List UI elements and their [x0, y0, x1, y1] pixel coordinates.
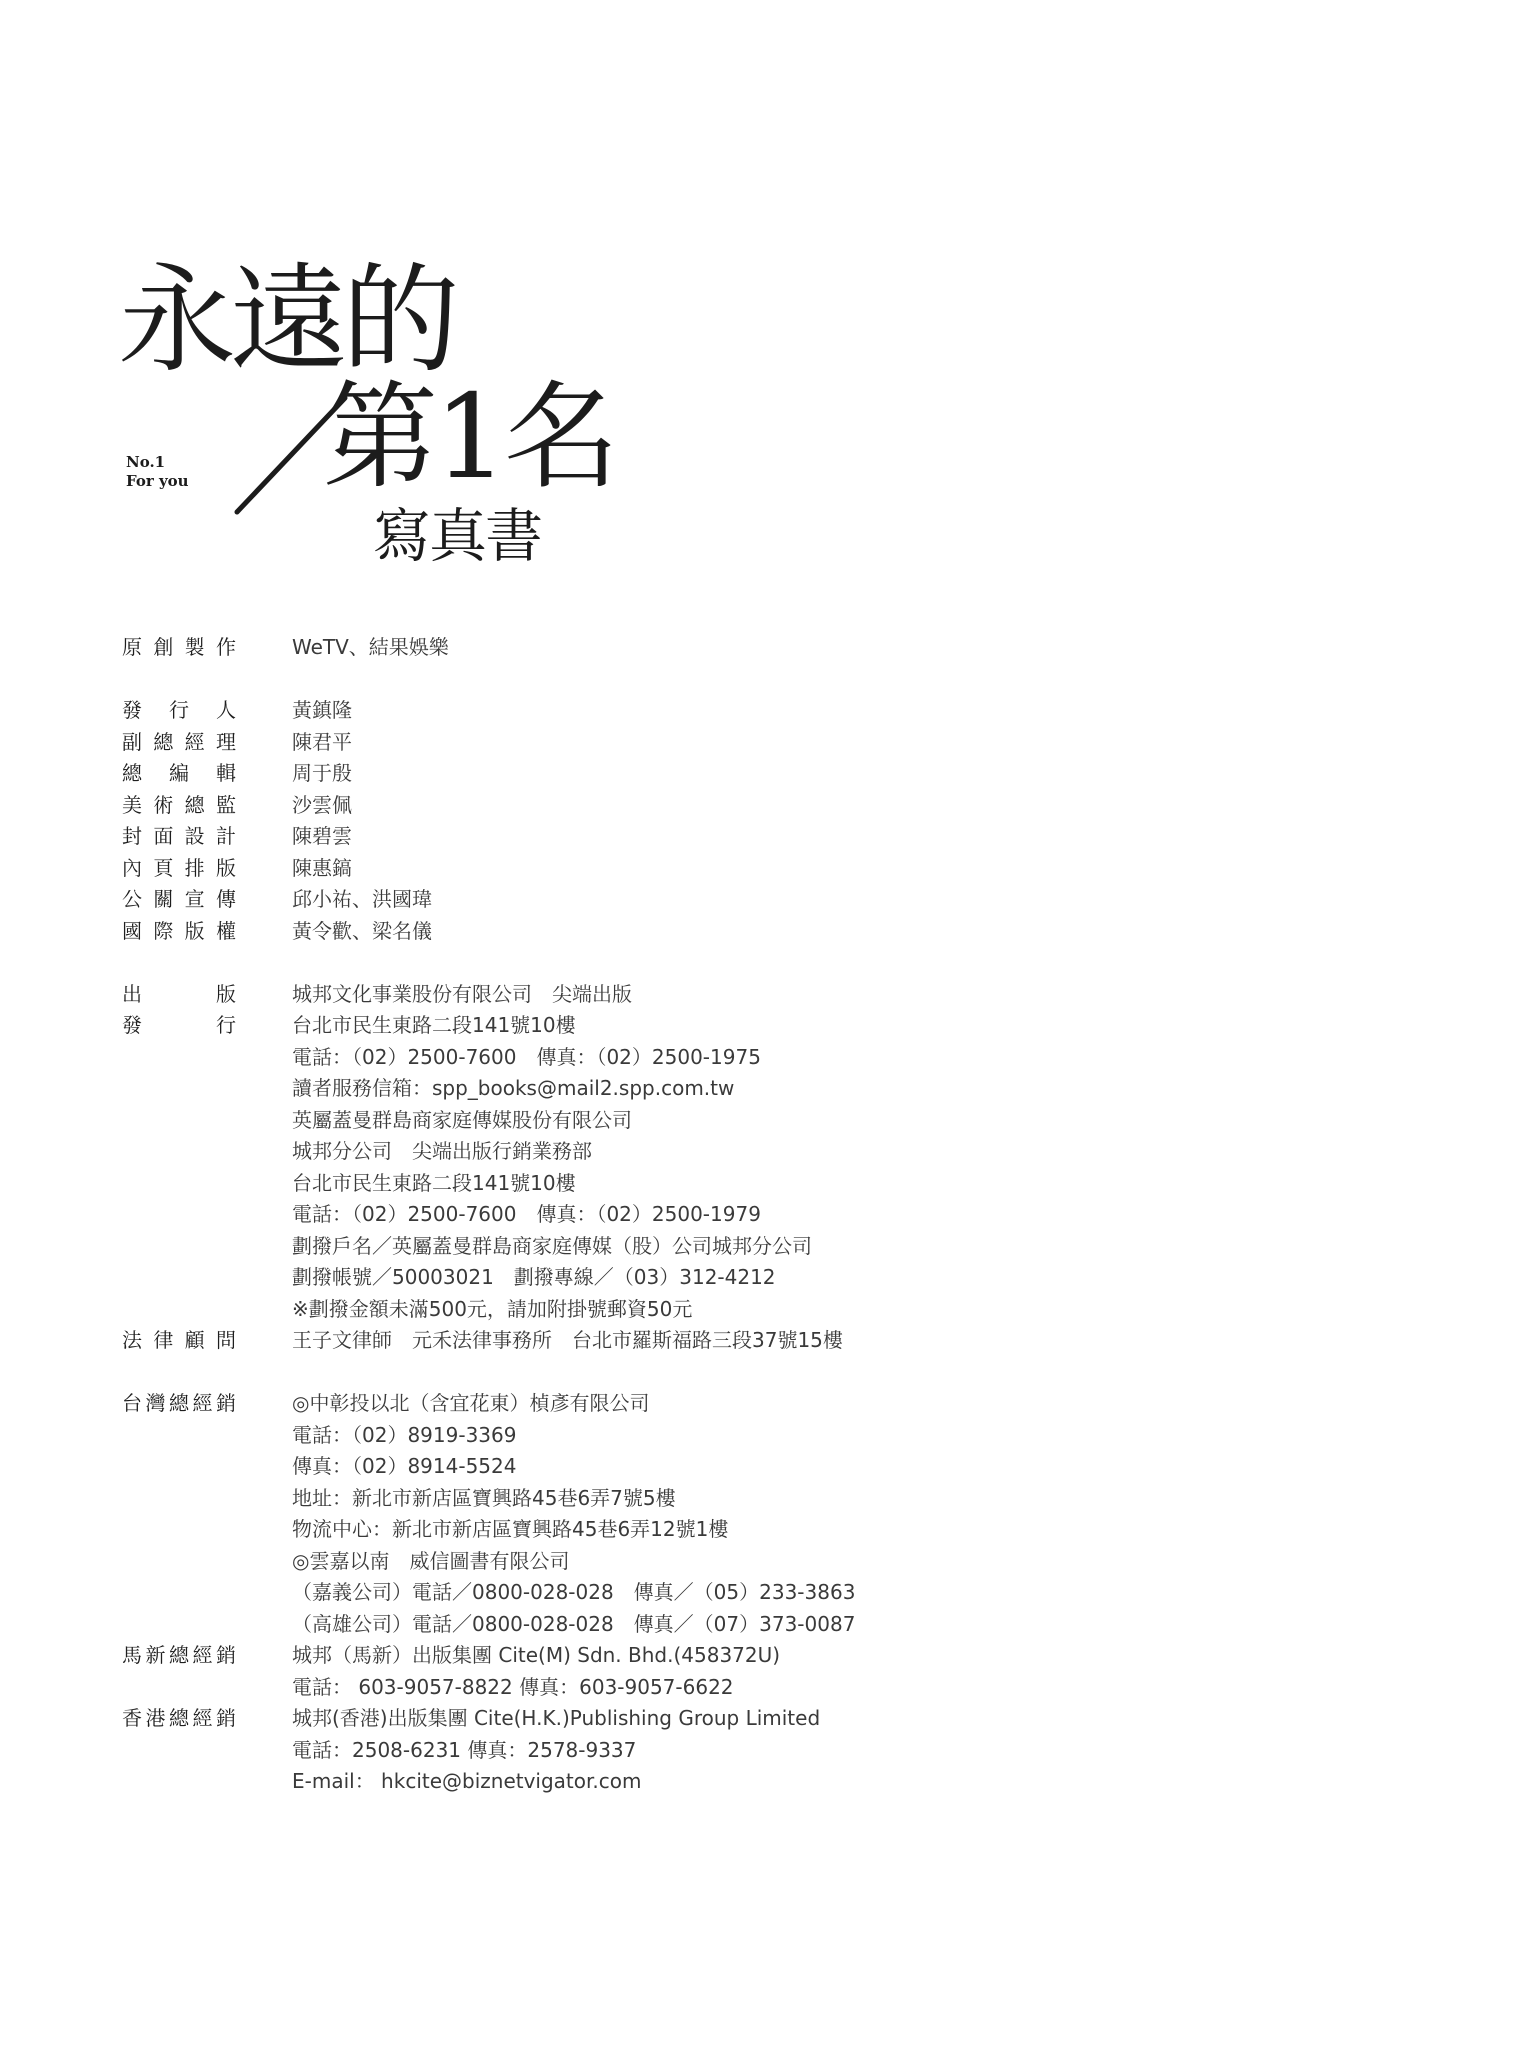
credit-row: [122, 1544, 1422, 1576]
credit-value: 讀者服務信箱：spp_books@mail2.spp.com.tw: [292, 1076, 735, 1101]
credit-label: 馬 新 總 經 銷: [122, 1643, 236, 1668]
credit-value: ◎中彰投以北（含宜花東）楨彥有限公司: [292, 1391, 650, 1416]
credit-row: [122, 1386, 1422, 1418]
credit-label: 副 總 經 理: [122, 729, 236, 754]
credit-label: 國 際 版 權: [122, 918, 236, 943]
credit-value: 台北市民生東路二段141號10樓: [292, 1170, 576, 1195]
credit-value: 陳碧雲: [292, 824, 352, 849]
credit-value: 傳真：（02）8914-5524: [292, 1454, 517, 1479]
credit-row: [122, 1040, 1422, 1072]
credit-row: [122, 882, 1422, 914]
credit-row: [122, 1134, 1422, 1166]
credit-value: 周于殷: [292, 761, 352, 786]
credit-row: [122, 1103, 1422, 1135]
credit-row: [122, 1260, 1422, 1292]
credit-value: 電話： 603-9057-8822 傳真：603-9057-6622: [292, 1674, 734, 1699]
credits-group: [122, 1386, 1422, 1796]
credit-row: [122, 630, 1422, 662]
credit-value: 城邦(香港)出版集團 Cite(H.K.)Publishing Group Limited: [292, 1706, 821, 1731]
subtitle-en-line-2: For you: [126, 472, 189, 490]
credit-label: 發 行: [122, 1013, 236, 1038]
credit-value: 陳惠鎬: [292, 855, 352, 880]
credit-value: 城邦文化事業股份有限公司 尖端出版: [292, 981, 632, 1006]
credit-row: [122, 1449, 1422, 1481]
credit-row: [122, 851, 1422, 883]
credit-row: [122, 819, 1422, 851]
credit-row: [122, 1764, 1422, 1796]
credit-label: 發 行 人: [122, 698, 236, 723]
credit-value: E-mail： hkcite@biznetvigator.com: [292, 1769, 642, 1794]
credit-row: [122, 1670, 1422, 1702]
credit-row: [122, 1512, 1422, 1544]
credits-group: [122, 977, 1422, 1355]
credit-label: 公 關 宣 傳: [122, 887, 236, 912]
credit-label: 法 律 顧 問: [122, 1328, 236, 1353]
credit-row: [122, 1607, 1422, 1639]
credit-value: 電話：（02）2500-7600 傳真：（02）2500-1975: [292, 1044, 761, 1069]
credit-value: 黃鎮隆: [292, 698, 352, 723]
credit-row: [122, 1418, 1422, 1450]
credit-row: [122, 1166, 1422, 1198]
credit-value: 城邦分公司 尖端出版行銷業務部: [292, 1139, 592, 1164]
credit-label: 台 灣 總 經 銷: [122, 1391, 236, 1416]
credit-value: ◎雲嘉以南 威信圖書有限公司: [292, 1548, 570, 1573]
credit-row: [122, 1638, 1422, 1670]
credits-group: [122, 630, 1422, 662]
credit-value: ※劃撥金額未滿500元，請加附掛號郵資50元: [292, 1296, 693, 1321]
title-line-3: 寫真書: [373, 502, 542, 570]
credit-row: [122, 1323, 1422, 1355]
credit-label: 美 術 總 監: [122, 792, 236, 817]
book-title-logo: [90, 251, 616, 585]
credit-value: 黃令歡、梁名儀: [292, 918, 432, 943]
credit-value: 地址：新北市新店區寶興路45巷6弄7號5樓: [292, 1485, 676, 1510]
credits-colophon: [122, 630, 1422, 1827]
credit-value: WeTV、結果娛樂: [292, 635, 449, 660]
credit-value: 邱小祐、洪國瑋: [292, 887, 432, 912]
credit-row: [122, 756, 1422, 788]
subtitle-english: [126, 453, 189, 491]
credit-label: 總 編 輯: [122, 761, 236, 786]
credit-value: 物流中心：新北市新店區寶興路45巷6弄12號1樓: [292, 1517, 729, 1542]
title-line-2: 第1名: [322, 370, 616, 505]
credits-group: [122, 693, 1422, 945]
credit-value: 陳君平: [292, 729, 352, 754]
credit-label: 內 頁 排 版: [122, 855, 236, 880]
credit-row: [122, 1071, 1422, 1103]
credit-row: [122, 725, 1422, 757]
credit-value: 英屬蓋曼群島商家庭傳媒股份有限公司: [292, 1107, 632, 1132]
credit-row: [122, 1229, 1422, 1261]
credit-row: [122, 1481, 1422, 1513]
credit-label: 出 版: [122, 981, 236, 1006]
credit-value: 電話：（02）8919-3369: [292, 1422, 517, 1447]
credit-row: [122, 1197, 1422, 1229]
credit-value: 電話：（02）2500-7600 傳真：（02）2500-1979: [292, 1202, 761, 1227]
credit-value: 沙雲佩: [292, 792, 352, 817]
credit-value: 王子文律師 元禾法律事務所 台北市羅斯福路三段37號15樓: [292, 1328, 843, 1353]
credit-value: 劃撥帳號／50003021 劃撥專線／（03）312-4212: [292, 1265, 776, 1290]
credit-row: [122, 1292, 1422, 1324]
credit-value: 電話：2508-6231 傳真：2578-9337: [292, 1737, 637, 1762]
credit-row: [122, 914, 1422, 946]
credit-value: （高雄公司）電話／0800-028-028 傳真／（07）373-0087: [292, 1611, 856, 1636]
subtitle-en-line-1: No.1: [126, 453, 166, 471]
credit-value: 台北市民生東路二段141號10樓: [292, 1013, 576, 1038]
credit-label: 封 面 設 計: [122, 824, 236, 849]
credit-row: [122, 977, 1422, 1009]
credit-row: [122, 1701, 1422, 1733]
credit-label: 原 創 製 作: [122, 635, 236, 660]
credit-row: [122, 1575, 1422, 1607]
credit-value: 劃撥戶名／英屬蓋曼群島商家庭傳媒（股）公司城邦分公司: [292, 1233, 812, 1258]
credit-value: 城邦（馬新）出版集團 Cite(M) Sdn. Bhd.(458372U): [292, 1643, 781, 1668]
credit-value: （嘉義公司）電話／0800-028-028 傳真／（05）233-3863: [292, 1580, 856, 1605]
credit-label: 香 港 總 經 銷: [122, 1706, 236, 1731]
title-line-1: 永遠的: [118, 251, 455, 389]
credit-row: [122, 693, 1422, 725]
credit-row: [122, 1008, 1422, 1040]
credit-row: [122, 1733, 1422, 1765]
credit-row: [122, 788, 1422, 820]
